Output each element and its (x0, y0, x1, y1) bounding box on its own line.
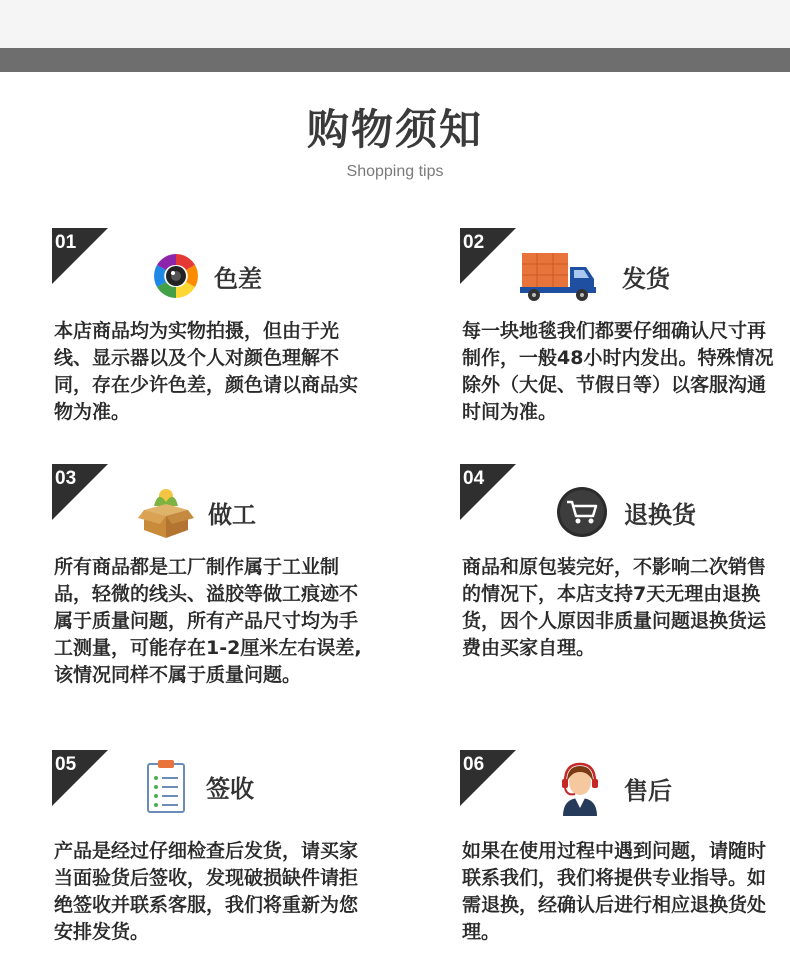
card-text: 产品是经过仔细检查后发货，请买家当面验货后签收，发现破损缺件请拒绝签收并联系客服，我们将重新为您安排发货。 (54, 840, 359, 943)
number-label: 03 (55, 468, 77, 489)
number-badge (52, 228, 108, 284)
card-text: 所有商品都是工厂制作属于工业制品，轻微的线头、溢胶等做工痕迹不属于质量问题，所有产品尺寸均为手工测量，可能存在1-2厘米左右误差,该情况同样不属于质量问题。 (54, 556, 362, 686)
number-label: 02 (463, 232, 485, 253)
card-text: 如果在使用过程中遇到问题，请随时联系我们，我们将提供专业指导。如需退换，经确认后进行相应退换货处理。 (462, 840, 767, 943)
page-subtitle: Shopping tips (346, 163, 444, 180)
card-title: 签收 (206, 774, 254, 803)
card-text: 商品和原包装完好，不影响二次销售的情况下，本店支持7天无理由退换货，因个人原因非质量问题退换货运费由买家自理。 (462, 556, 767, 659)
card-text: 每一块地毯我们都要仔细确认尺寸再制作，一般48小时内发出。特殊情况除外（大促、节假日等）以客服沟通时间为准。 (462, 320, 774, 423)
number-badge (460, 464, 516, 520)
delivery-truck-icon (518, 246, 602, 306)
number-label: 06 (463, 754, 485, 775)
card-text: 本店商品均为实物拍摄，但由于光线、显示器以及个人对颜色理解不同，存在少许色差，颜色请以商品实物为准。 (54, 320, 359, 423)
card-title: 售后 (624, 776, 672, 805)
number-badge (52, 464, 108, 520)
card-title: 发货 (622, 264, 670, 293)
customer-service-icon (550, 758, 610, 818)
number-badge (52, 750, 108, 806)
page-title: 购物须知 (306, 105, 483, 154)
top-band (0, 0, 790, 48)
card-title: 做工 (208, 500, 256, 529)
header-divider-bar (0, 48, 790, 72)
shopping-cart-icon (552, 482, 612, 542)
number-label: 05 (55, 754, 77, 775)
number-label: 01 (55, 232, 77, 253)
number-label: 04 (463, 468, 485, 489)
camera-lens-icon (146, 246, 206, 306)
open-box-icon (136, 482, 196, 542)
number-badge (460, 750, 516, 806)
number-badge (460, 228, 516, 284)
card-title: 退换货 (624, 500, 696, 529)
card-title: 色差 (214, 264, 262, 293)
clipboard-checklist-icon (136, 756, 196, 816)
